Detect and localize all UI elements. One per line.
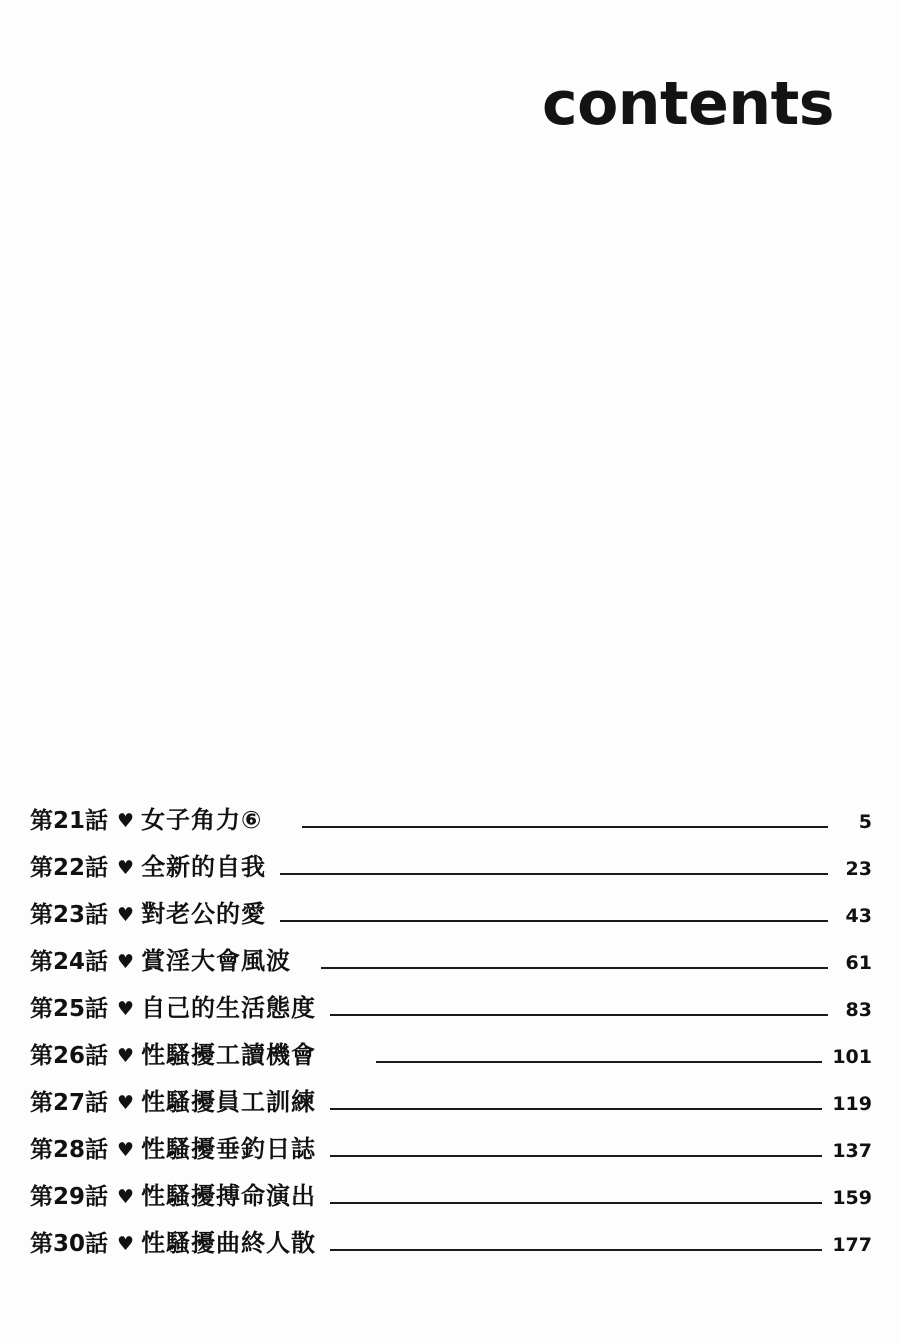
chapter-number: 第23話 — [30, 902, 109, 928]
leader-line — [280, 874, 828, 875]
list-item[interactable] — [30, 1176, 872, 1223]
chapter-number: 第30話 — [30, 1231, 109, 1257]
heart-icon: ♥ — [117, 1233, 135, 1255]
leader-line — [330, 1203, 822, 1204]
heart-icon: ♥ — [117, 904, 135, 926]
leader-line — [376, 1062, 822, 1063]
leader-line — [330, 1015, 828, 1016]
leader-line — [330, 1250, 822, 1251]
table-of-contents-list — [30, 800, 872, 1270]
page-number: 177 — [832, 1234, 872, 1256]
heart-icon: ♥ — [117, 1045, 135, 1067]
chapter-title: 全新的自我 — [141, 853, 267, 881]
chapter-number: 第24話 — [30, 949, 109, 975]
list-item[interactable] — [30, 847, 872, 894]
list-item[interactable] — [30, 1082, 872, 1129]
chapter-number: 第27話 — [30, 1090, 109, 1116]
heart-icon: ♥ — [117, 810, 135, 832]
chapter-title: 賞淫大會風波 — [141, 947, 292, 975]
page-number: 119 — [832, 1093, 872, 1115]
page-number: 61 — [845, 952, 872, 974]
heart-icon: ♥ — [117, 1092, 135, 1114]
chapter-title: 女子角力⑥ — [141, 806, 263, 834]
page-number: 5 — [858, 811, 872, 833]
chapter-number: 第26話 — [30, 1043, 109, 1069]
chapter-title: 性騷擾垂釣日誌 — [141, 1135, 317, 1163]
page-title: contents — [542, 69, 834, 139]
chapter-number: 第25話 — [30, 996, 109, 1022]
leader-line — [302, 827, 828, 828]
list-item[interactable] — [30, 894, 872, 941]
leader-line — [330, 1109, 822, 1110]
page-number: 137 — [832, 1140, 872, 1162]
chapter-number: 第21話 — [30, 808, 109, 834]
chapter-title: 對老公的愛 — [141, 900, 267, 928]
heart-icon: ♥ — [117, 1186, 135, 1208]
heart-icon: ♥ — [117, 951, 135, 973]
page-number: 83 — [845, 999, 872, 1021]
list-item[interactable] — [30, 1129, 872, 1176]
heart-icon: ♥ — [117, 857, 135, 879]
page-number: 101 — [832, 1046, 872, 1068]
chapter-title: 性騷擾曲終人散 — [141, 1229, 317, 1257]
leader-line — [330, 1156, 822, 1157]
list-item[interactable] — [30, 988, 872, 1035]
page-number: 43 — [845, 905, 872, 927]
leader-line — [321, 968, 828, 969]
list-item[interactable] — [30, 1223, 872, 1270]
list-item[interactable] — [30, 800, 872, 847]
page-number: 23 — [845, 858, 872, 880]
chapter-title: 性騷擾員工訓練 — [141, 1088, 317, 1116]
chapter-number: 第22話 — [30, 855, 109, 881]
page-number: 159 — [832, 1187, 872, 1209]
list-item[interactable] — [30, 941, 872, 988]
list-item[interactable] — [30, 1035, 872, 1082]
heart-icon: ♥ — [117, 998, 135, 1020]
leader-line — [280, 921, 828, 922]
heart-icon: ♥ — [117, 1139, 135, 1161]
chapter-title: 自己的生活態度 — [141, 994, 317, 1022]
chapter-title: 性騷擾搏命演出 — [141, 1182, 317, 1210]
chapter-number: 第29話 — [30, 1184, 109, 1210]
chapter-number: 第28話 — [30, 1137, 109, 1163]
chapter-title: 性騷擾工讀機會 — [141, 1041, 317, 1069]
